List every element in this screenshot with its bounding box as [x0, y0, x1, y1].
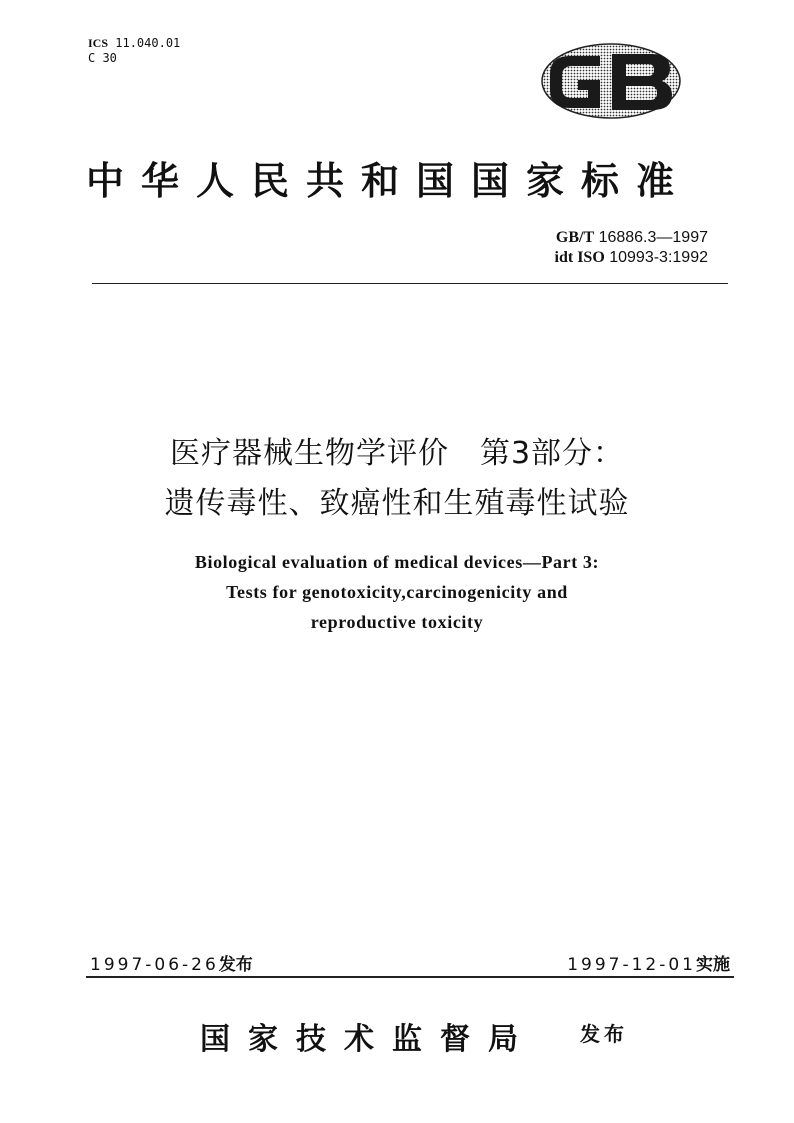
ics-label: ICS — [88, 36, 109, 50]
ics-code: 11.040.01 — [115, 36, 181, 50]
issue-date-block — [90, 950, 253, 975]
standard-number — [555, 228, 708, 248]
effective-date-block — [567, 950, 730, 975]
org-title: 中华人民共和国国家标准 — [86, 158, 692, 203]
title-cn-line2: 遗传毒性、致癌性和生殖毒性试验 — [164, 486, 630, 521]
title-en-line3: reproductive toxicity — [310, 612, 484, 632]
effective-suffix: 实施 — [696, 955, 730, 975]
class-code: C 30 — [88, 51, 117, 65]
gb-logo — [540, 42, 682, 120]
ics-block — [88, 36, 180, 66]
standard-number-value: 16886.3—1997 — [598, 229, 708, 246]
publish-word: 发布 — [580, 1022, 628, 1046]
title-en-line1: Biological evaluation of medical devices—Part 3: — [194, 552, 600, 572]
standard-number-label: GB/T — [555, 229, 595, 246]
issue-date: 1997-06-26 — [90, 955, 219, 975]
idt-value: 10993-3:1992 — [609, 249, 708, 266]
effective-date: 1997-12-01 — [567, 955, 696, 975]
issue-suffix: 发布 — [218, 955, 253, 975]
ics-line — [88, 36, 180, 51]
title-en-line2: Tests for genotoxicity,carcinogenicity and — [226, 582, 568, 602]
top-divider — [92, 283, 728, 284]
standard-number-block — [555, 228, 708, 268]
gb-logo-icon — [540, 42, 682, 120]
publisher: 国家技术监督局 — [200, 1022, 536, 1057]
idt-reference — [555, 248, 708, 268]
bottom-divider — [86, 976, 734, 978]
idt-label: idt ISO — [554, 249, 605, 266]
title-cn-line1: 医疗器械生物学评价 第3部分： — [169, 436, 625, 471]
